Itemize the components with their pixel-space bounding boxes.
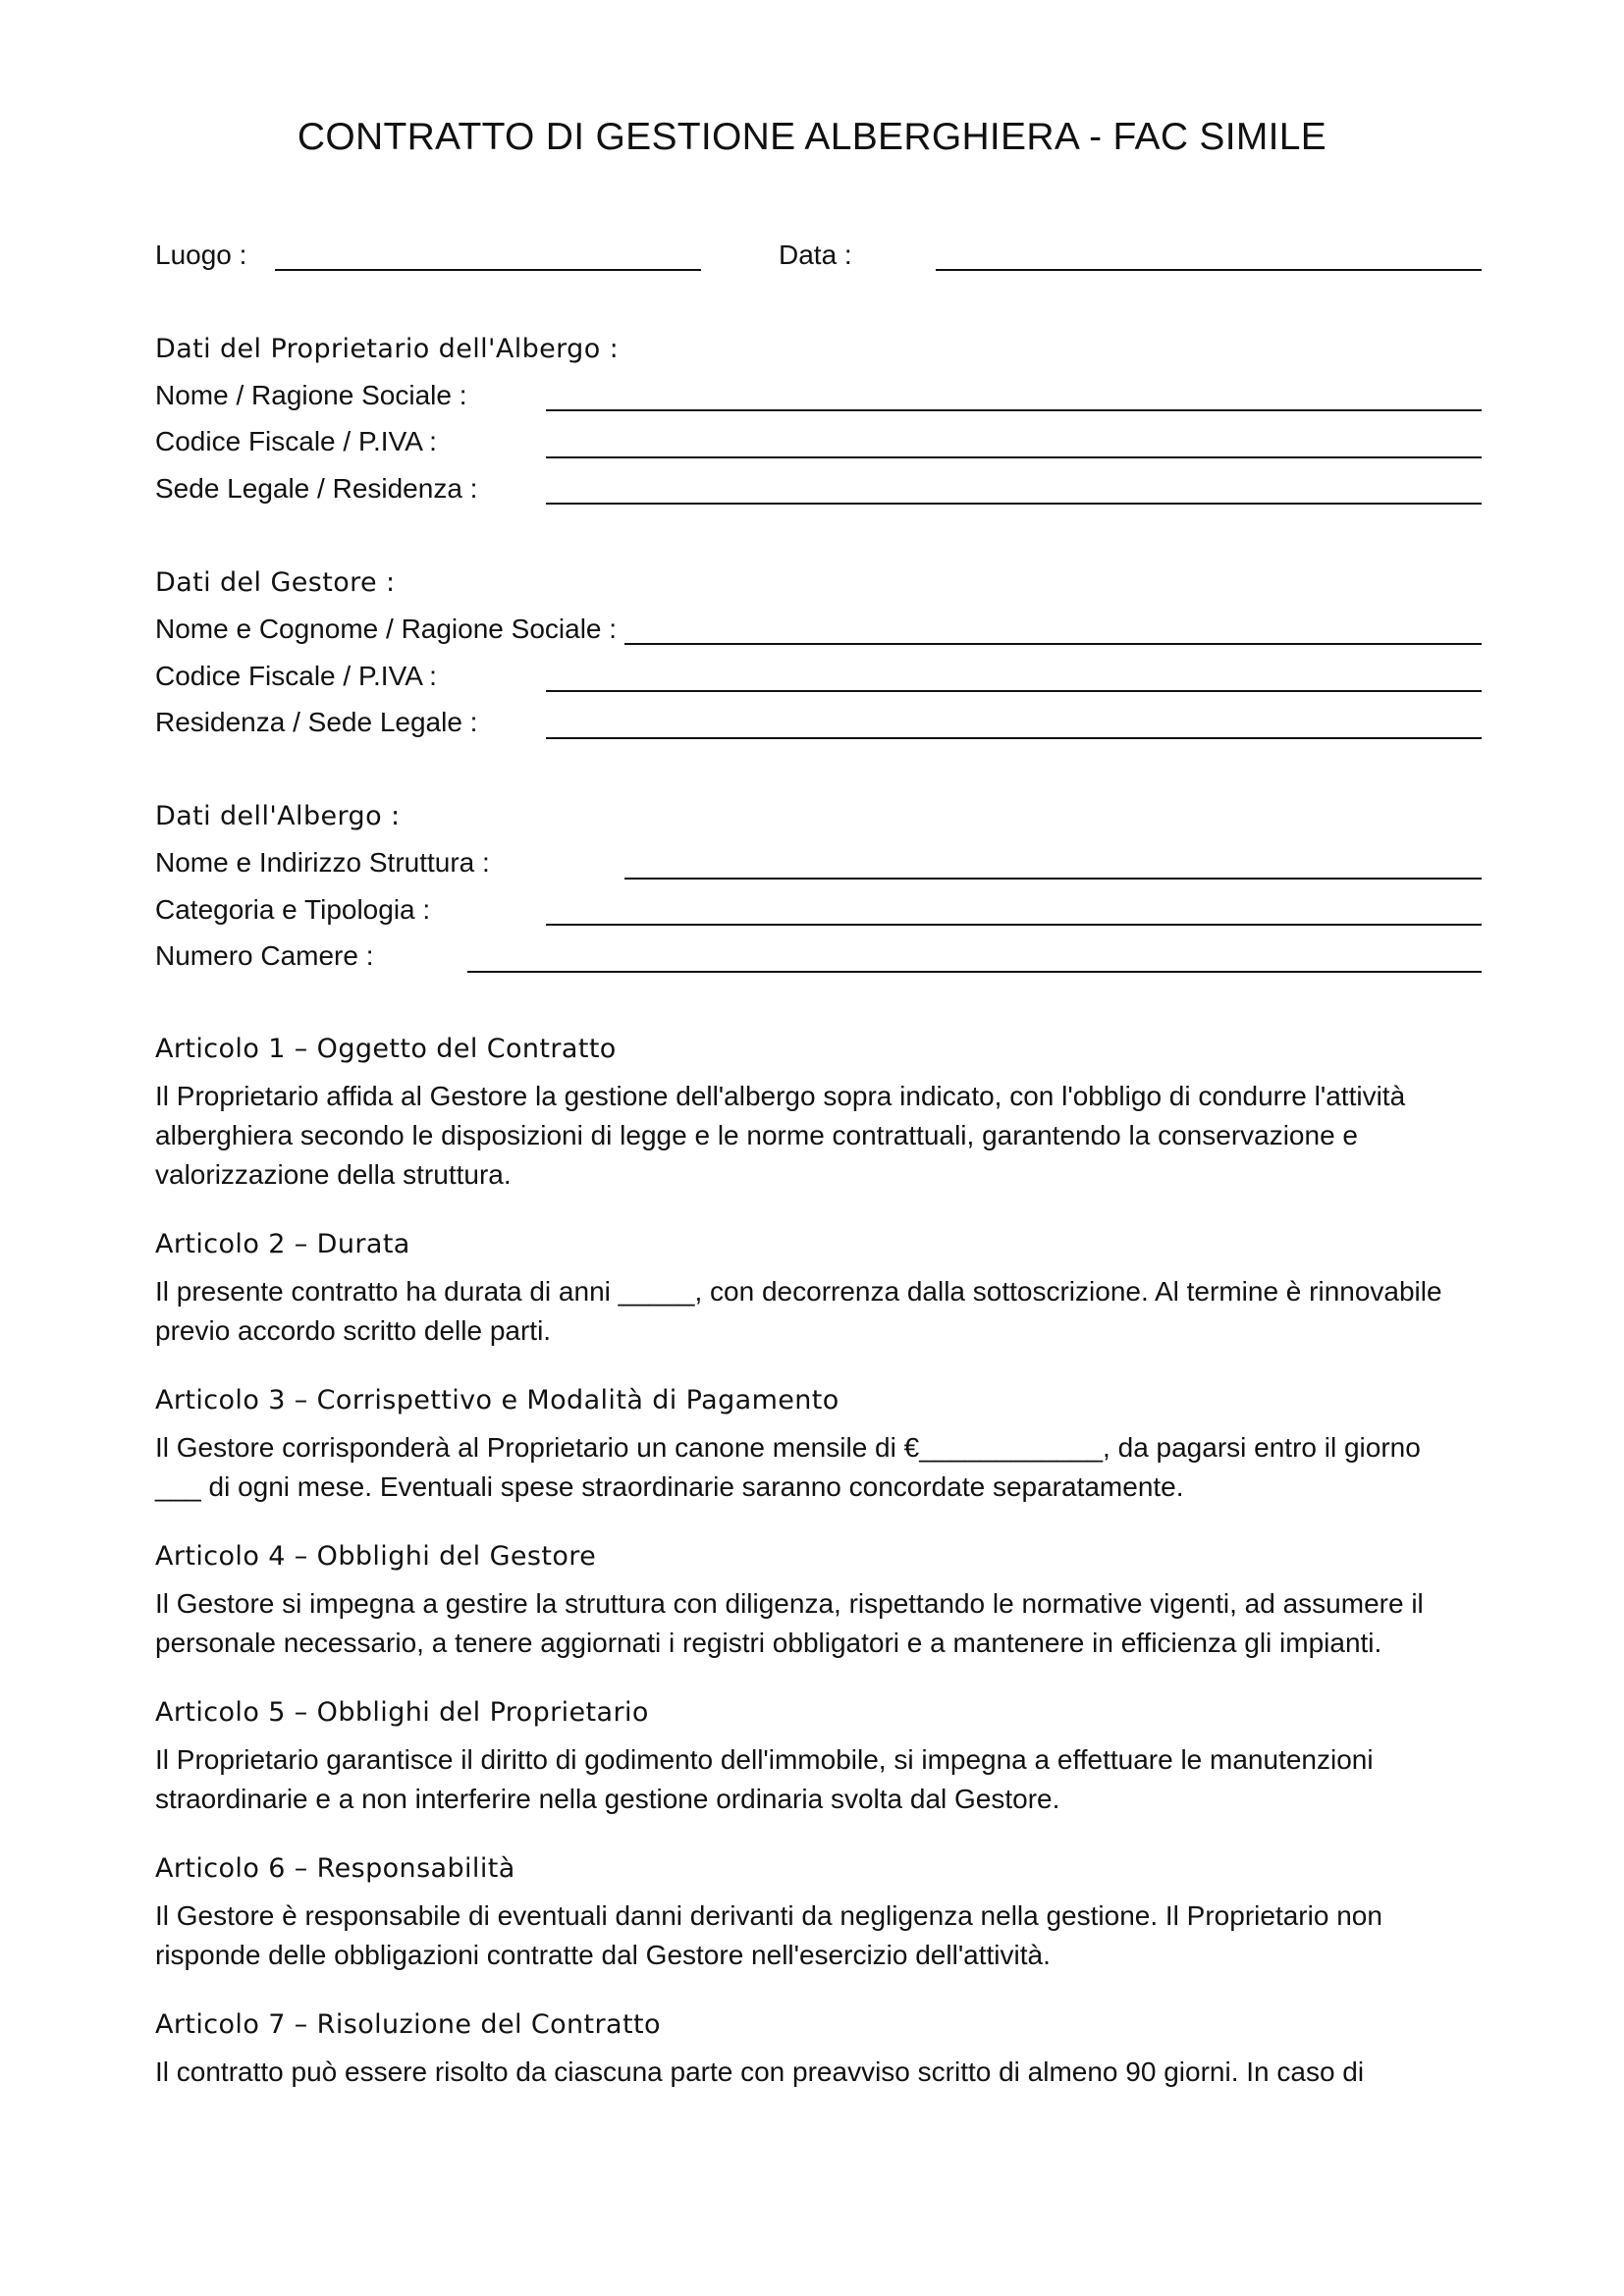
article-7-heading: Articolo 7 – Risoluzione del Contratto xyxy=(155,2009,661,2040)
manager-address-input-line[interactable] xyxy=(546,737,1482,739)
owner-name-label: Nome / Ragione Sociale : xyxy=(155,380,467,410)
owner-section-heading: Dati del Proprietario dell'Albergo : xyxy=(155,334,620,364)
article-6-body: Il Gestore è responsabile di eventuali danni derivanti da negligenza nella gestione. Il Proprietario non risponde delle obbligazioni contratte dal Gestore nell'esercizio dell'attività. xyxy=(155,1900,1382,1970)
manager-tax-input-line[interactable] xyxy=(546,690,1482,692)
article-5-body: Il Proprietario garantisce il diritto di godimento dell'immobile, si impegna a effettuare le manutenzioni straordinarie e a non interferire nella gestione ordinaria svolta dal Gestore. xyxy=(155,1744,1374,1814)
owner-address-input-line[interactable] xyxy=(546,503,1482,505)
article-6-heading: Articolo 6 – Responsabilità xyxy=(155,1853,515,1884)
place-input-line[interactable] xyxy=(275,269,701,271)
owner-address-label: Sede Legale / Residenza : xyxy=(155,473,478,504)
date-label: Data : xyxy=(779,240,852,270)
owner-tax-label: Codice Fiscale / P.IVA : xyxy=(155,426,437,456)
manager-name-input-line[interactable] xyxy=(624,643,1482,645)
article-1-body: Il Proprietario affida al Gestore la gestione dell'albergo sopra indicato, con l'obbligo di condurre l'attività alberghiera secondo le disposizioni di legge e le norme contrattuali, garantendo la conservazione e valorizzazione della struttura. xyxy=(155,1081,1406,1190)
hotel-section-heading: Dati dell'Albergo : xyxy=(155,801,401,831)
date-input-line[interactable] xyxy=(936,269,1482,271)
article-5-heading: Articolo 5 – Obblighi del Proprietario xyxy=(155,1697,649,1728)
hotel-name-label: Nome e Indirizzo Struttura : xyxy=(155,847,490,878)
article-3-body: Il Gestore corrisponderà al Proprietario un canone mensile di €____________, da pagarsi entro il giorno ___ di ogni mese. Eventuali spese straordinarie saranno concordate separatamente. xyxy=(155,1432,1421,1502)
manager-tax-label: Codice Fiscale / P.IVA : xyxy=(155,661,437,691)
article-7-body: Il contratto può essere risolto da ciascuna parte con preavviso scritto di almeno 90 giorni. In caso di xyxy=(155,2056,1365,2087)
hotel-rooms-label: Numero Camere : xyxy=(155,940,374,971)
manager-address-label: Residenza / Sede Legale : xyxy=(155,707,478,737)
place-label: Luogo : xyxy=(155,240,247,270)
hotel-category-input-line[interactable] xyxy=(546,924,1482,926)
document-title: CONTRATTO DI GESTIONE ALBERGHIERA - FAC SIMILE xyxy=(297,116,1327,158)
owner-tax-input-line[interactable] xyxy=(546,456,1482,458)
article-4-body: Il Gestore si impegna a gestire la struttura con diligenza, rispettando le normative vigenti, ad assumere il personale necessario, a tenere aggiornati i registri obbligatori e a mantenere in efficienza gli impianti. xyxy=(155,1588,1424,1658)
hotel-name-input-line[interactable] xyxy=(624,878,1482,880)
hotel-category-label: Categoria e Tipologia : xyxy=(155,894,431,925)
owner-name-input-line[interactable] xyxy=(546,409,1482,411)
manager-section-heading: Dati del Gestore : xyxy=(155,567,396,598)
hotel-rooms-input-line[interactable] xyxy=(467,971,1482,973)
manager-name-label: Nome e Cognome / Ragione Sociale : xyxy=(155,614,618,644)
article-3-heading: Articolo 3 – Corrispettivo e Modalità di Pagamento xyxy=(155,1385,839,1415)
article-1-heading: Articolo 1 – Oggetto del Contratto xyxy=(155,1034,617,1064)
article-2-body: Il presente contratto ha durata di anni _____, con decorrenza dalla sottoscrizione. Al termine è rinnovabile previo accordo scritto delle parti. xyxy=(155,1276,1442,1346)
article-4-heading: Articolo 4 – Obblighi del Gestore xyxy=(155,1541,597,1572)
article-2-heading: Articolo 2 – Durata xyxy=(155,1229,410,1259)
